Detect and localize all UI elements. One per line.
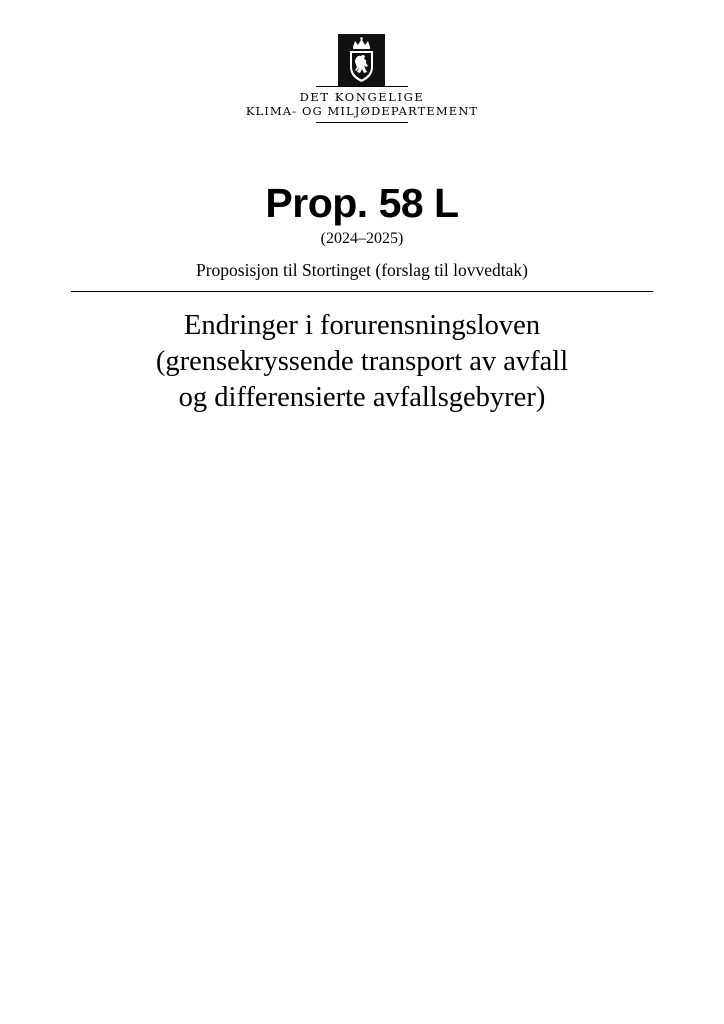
subject-title [60,308,664,416]
session-years: (2024–2025) [320,230,404,247]
subject-line-2: (grensekryssende transport av avfall [155,346,569,377]
ministry-name-line1: DET KONGELIGE [299,90,425,104]
coat-of-arms-icon [338,34,385,86]
subject-line-1: Endringer i forurensningsloven [183,310,541,341]
subject-line-3: og differensierte avfallsgebyrer) [178,382,546,413]
ministry-rule-top [316,86,408,87]
ministry-rule-bottom [316,122,408,123]
ministry-name-line2: KLIMA- OG MILJØDEPARTEMENT [245,104,479,118]
proposition-title: Prop. 58 L [265,180,459,226]
title-divider [71,291,653,292]
document-type: Proposisjon til Stortinget (forslag til lovvedtak) [196,260,528,280]
